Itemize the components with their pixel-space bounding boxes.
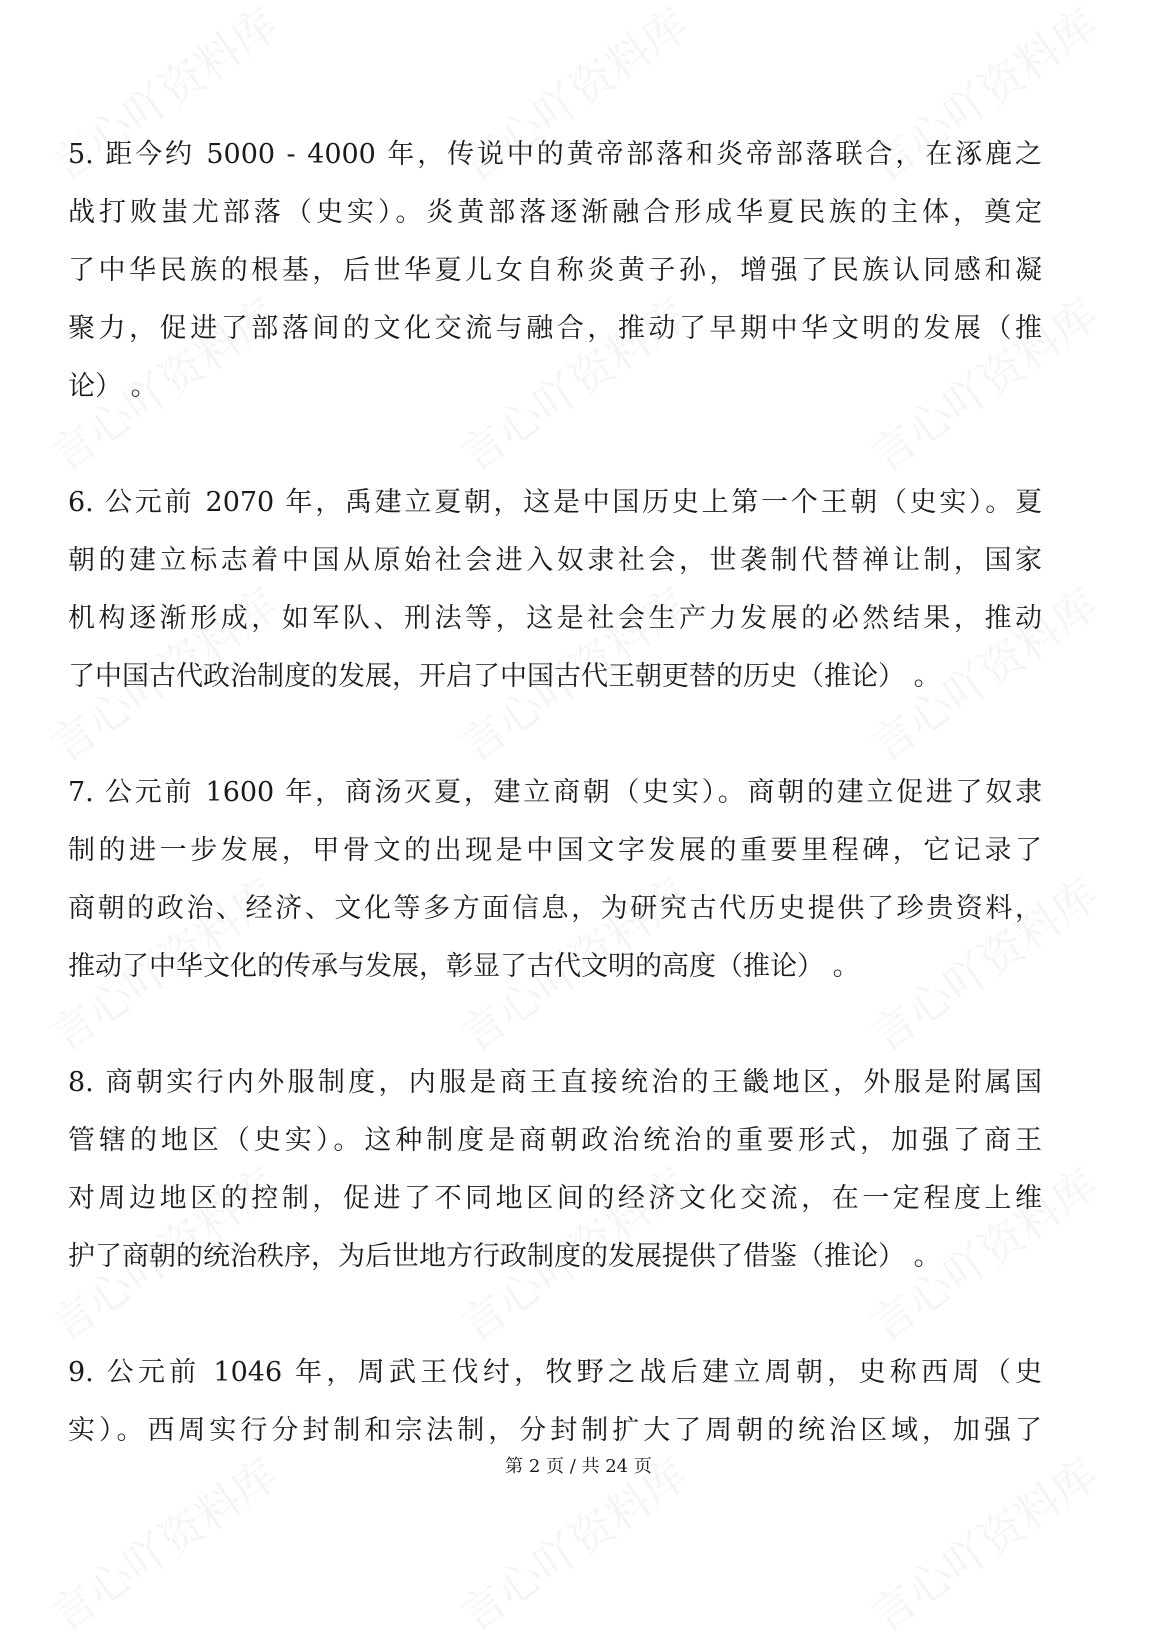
- text-line: 了中华民族的根基，后世华夏儿女自称炎黄子孙，增强了民族认同感和凝: [68, 255, 1042, 286]
- document-body: [68, 126, 1042, 1518]
- text-line: 朝的建立标志着中国从原始社会进入奴隶社会，世袭制代替禅让制，国家: [68, 545, 1042, 576]
- text-line: 实）。西周实行分封制和宗法制，分封制扩大了周朝的统治区域，加强了: [68, 1415, 1042, 1446]
- text-line: 商朝的政治、经济、文化等多方面信息，为研究古代历史提供了珍贵资料，: [68, 893, 1042, 924]
- paragraph-5: [68, 126, 1042, 416]
- paragraph-9: [68, 1344, 1042, 1460]
- text-line: 了中国古代政治制度的发展，开启了中国古代王朝更替的历史（推论） 。: [68, 661, 941, 692]
- text-line: 8. 商朝实行内外服制度，内服是商王直接统治的王畿地区，外服是附属国: [68, 1067, 1042, 1098]
- text-line: 7. 公元前 1600 年，商汤灭夏，建立商朝（史实）。商朝的建立促进了奴隶: [68, 777, 1042, 808]
- text-line: 推动了中华文化的传承与发展，彰显了古代文明的高度（推论） 。: [68, 951, 860, 982]
- text-line: 5. 距今约 5000 - 4000 年，传说中的黄帝部落和炎帝部落联合，在涿鹿之: [68, 139, 1042, 170]
- text-line: 管辖的地区（史实）。这种制度是商朝政治统治的重要形式，加强了商王: [68, 1125, 1042, 1156]
- paragraph-6: [68, 474, 1042, 706]
- text-line: 机构逐渐形成，如军队、刑法等，这是社会生产力发展的必然结果，推动: [68, 603, 1042, 634]
- text-line: 护了商朝的统治秩序，为后世地方行政制度的发展提供了借鉴（推论） 。: [68, 1241, 941, 1272]
- text-line: 6. 公元前 2070 年，禹建立夏朝，这是中国历史上第一个王朝（史实）。夏: [68, 487, 1042, 518]
- text-line: 聚力，促进了部落间的文化交流与融合，推动了早期中华文明的发展（推: [68, 313, 1042, 344]
- text-line: 9. 公元前 1046 年，周武王伐纣，牧野之战后建立周朝，史称西周（史: [68, 1357, 1042, 1388]
- paragraph-7: [68, 764, 1042, 996]
- text-line: 战打败蚩尤部落（史实）。炎黄部落逐渐融合形成华夏民族的主体，奠定: [68, 197, 1042, 228]
- text-line: 制的进一步发展，甲骨文的出现是中国文字发展的重要里程碑，它记录了: [68, 835, 1042, 866]
- page-footer: 第 2 页 / 共 24 页: [505, 1456, 652, 1477]
- text-line: 对周边地区的控制，促进了不同地区间的经济文化交流，在一定程度上维: [68, 1183, 1042, 1214]
- paragraph-8: [68, 1054, 1042, 1286]
- text-line: 论） 。: [68, 371, 158, 402]
